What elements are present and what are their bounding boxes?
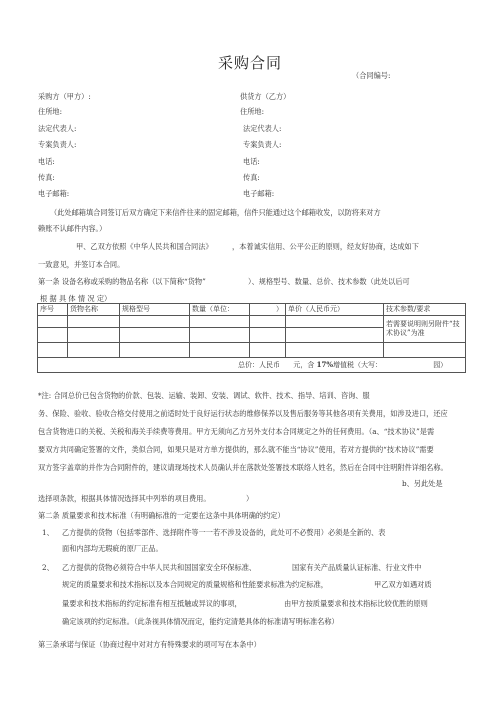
total-close: 园） (433, 361, 448, 369)
article2-item1-line2: 面和内部均无瑕疵的原厂正品。 (62, 544, 163, 553)
basis-text-b: ，本着诚实信用、公平公正的原则，经友好协商，达成如下 (232, 242, 419, 251)
seller-fax-label: 传真: (243, 173, 260, 182)
seller-email-label: 电子邮箱: (243, 189, 275, 198)
article2-item2-line3a: 量要求和技术指标的约定标准有相互抵触或异议的事项， (62, 599, 242, 608)
article2-item2-line3b: 由甲方按质量要求和技术指标比较优胜的原则 (284, 599, 428, 608)
table-header: 数量（单位： (190, 304, 250, 316)
table-header-row (38, 304, 466, 316)
article2-heading: 第二条 质量要求和技术标准（有明确标准的一定要在这条中具体明确的约定） (38, 511, 285, 520)
article2-item2-line1b: 国家有关产品质量认证标准、行业文件中 (292, 563, 422, 572)
table-header: 单价（人民币元） (286, 304, 384, 316)
basis-text-line2: 一致意见，并签订本合同。 (38, 260, 125, 269)
tax-text: 增值税（大写： (333, 361, 382, 369)
table-header: 规格型号 (120, 304, 190, 316)
article2-item2-line4: 确定该项的约定标准。（此条视具体情况而定，能约定清楚具体的标准请写明标准名称） (62, 617, 339, 626)
article2-item2-line2a: 规定的质量要求和技术指标以及本合同规定的质量规格和性能要求标准为约定标准， (62, 580, 328, 589)
seller-label: 供货方（乙方） (240, 92, 291, 101)
price-note-line: 务、保险、验收、验收合格交付使用之前适时处于良好运行状态的维修保养以及售后服务等其他各项有关费用，如涉及进口，还应 (38, 409, 448, 418)
tax-rate: 17% (316, 360, 333, 369)
table-total-row (38, 358, 466, 373)
article2-item1-line1: 乙方提供的货物（包括零部件、选择附件等一一若不涉及设备的，此处可不必赘用）必须是全新的、表 (62, 528, 386, 537)
contract-number-label: （合同编号: (352, 71, 391, 80)
basis-text-a: 甲、乙双方依照《中华人民共和国合同法》 (76, 242, 213, 251)
buyer-address-label: 住所地: (38, 107, 62, 116)
table-row (38, 316, 466, 328)
buyer-project-lead-label: 专案负责人: (38, 140, 77, 149)
article3-heading: 第三条承诺与保证（协商过程中对对方有特殊要求的项可写在本条中） (38, 640, 261, 649)
table-header: 技术参数/要求 (384, 304, 466, 316)
article2-item2-line2b: 甲乙双方如遇对质 (374, 580, 432, 589)
table-row (38, 343, 466, 358)
buyer-email-label: 电子邮箱: (38, 189, 70, 198)
table-header: 序号 (38, 304, 68, 316)
total-cell (38, 358, 466, 373)
tech-note: 若需要说明则另附件“技术协议”为准 (384, 316, 466, 343)
article1-heading-a: 第一条 设备名称或采购的物品名称（以下简称“货物” (38, 277, 206, 286)
price-note-last-b: ） (246, 494, 254, 503)
seller-project-lead-label: 专案负责人: (243, 140, 282, 149)
buyer-label: 采购方（甲方）: (38, 92, 91, 101)
seller-legal-rep-label: 法定代表人: (243, 124, 282, 133)
article2-item1-number: 1、 (42, 528, 54, 537)
total-label: 总价：人民币 (238, 361, 280, 369)
email-note-line2: 赖账不认邮件内容。） (38, 224, 107, 233)
table-header: 货物名称 (68, 304, 120, 316)
seller-phone-label: 电话: (243, 157, 260, 166)
article2-item2-line1a: 乙方提供的货物必须符合中华人民共和国国家安全环保标准、 (62, 563, 257, 572)
seller-address-label: 住所地: (240, 107, 264, 116)
article1-heading-b: ）、规格型号、数量、总价、技术参数（此处以后可 (248, 277, 410, 286)
buyer-phone-label: 电话: (38, 157, 55, 166)
buyer-legal-rep-label: 法定代表人: (38, 124, 77, 133)
page-title: 采购合同 (217, 54, 282, 72)
table-header: ） (250, 304, 286, 316)
price-note-last-a: 选择项条款，根据具体情况选择其中列举的项目费用。 (38, 494, 211, 503)
article1-heading-c: 根 据 具 体 情 况 定） (40, 294, 112, 303)
price-note-b: b、另此处是 (402, 479, 443, 488)
price-note-line: 包含货物进口的关税、关税和海关手续费等费用。甲方无须向乙方另外支付本合同规定之外的任何费用。（a、“技术协议”是需 (38, 427, 435, 436)
total-unit: 元，含 (293, 361, 315, 369)
goods-table (37, 303, 466, 373)
buyer-fax-label: 传真: (38, 173, 55, 182)
email-note-line1: （此处邮箱填合同签订后双方确定下来信件往来的固定邮箱，信件只能通过这个邮箱收发，以防将来对方 (50, 208, 381, 217)
price-note-line: 双方签字盖章的并作为合同附件的，建议请现场技术人员确认并在落款处签署技术联络人姓名，然后在合同中注明附件详细名称。 (38, 463, 448, 472)
price-note-line: *注: 合同总价已包含货物的价款、包装、运输、装卸、安装、调试、软件、技术、指导、培训、咨询、服 (38, 391, 370, 400)
price-note-line: 要双方共同确定签署的文件，类似合同，如果只是对方单方提供的，那么就不能当“协议”使用，若对方提供的“技术协议”需要 (38, 445, 434, 454)
article2-item2-number: 2、 (42, 563, 54, 572)
